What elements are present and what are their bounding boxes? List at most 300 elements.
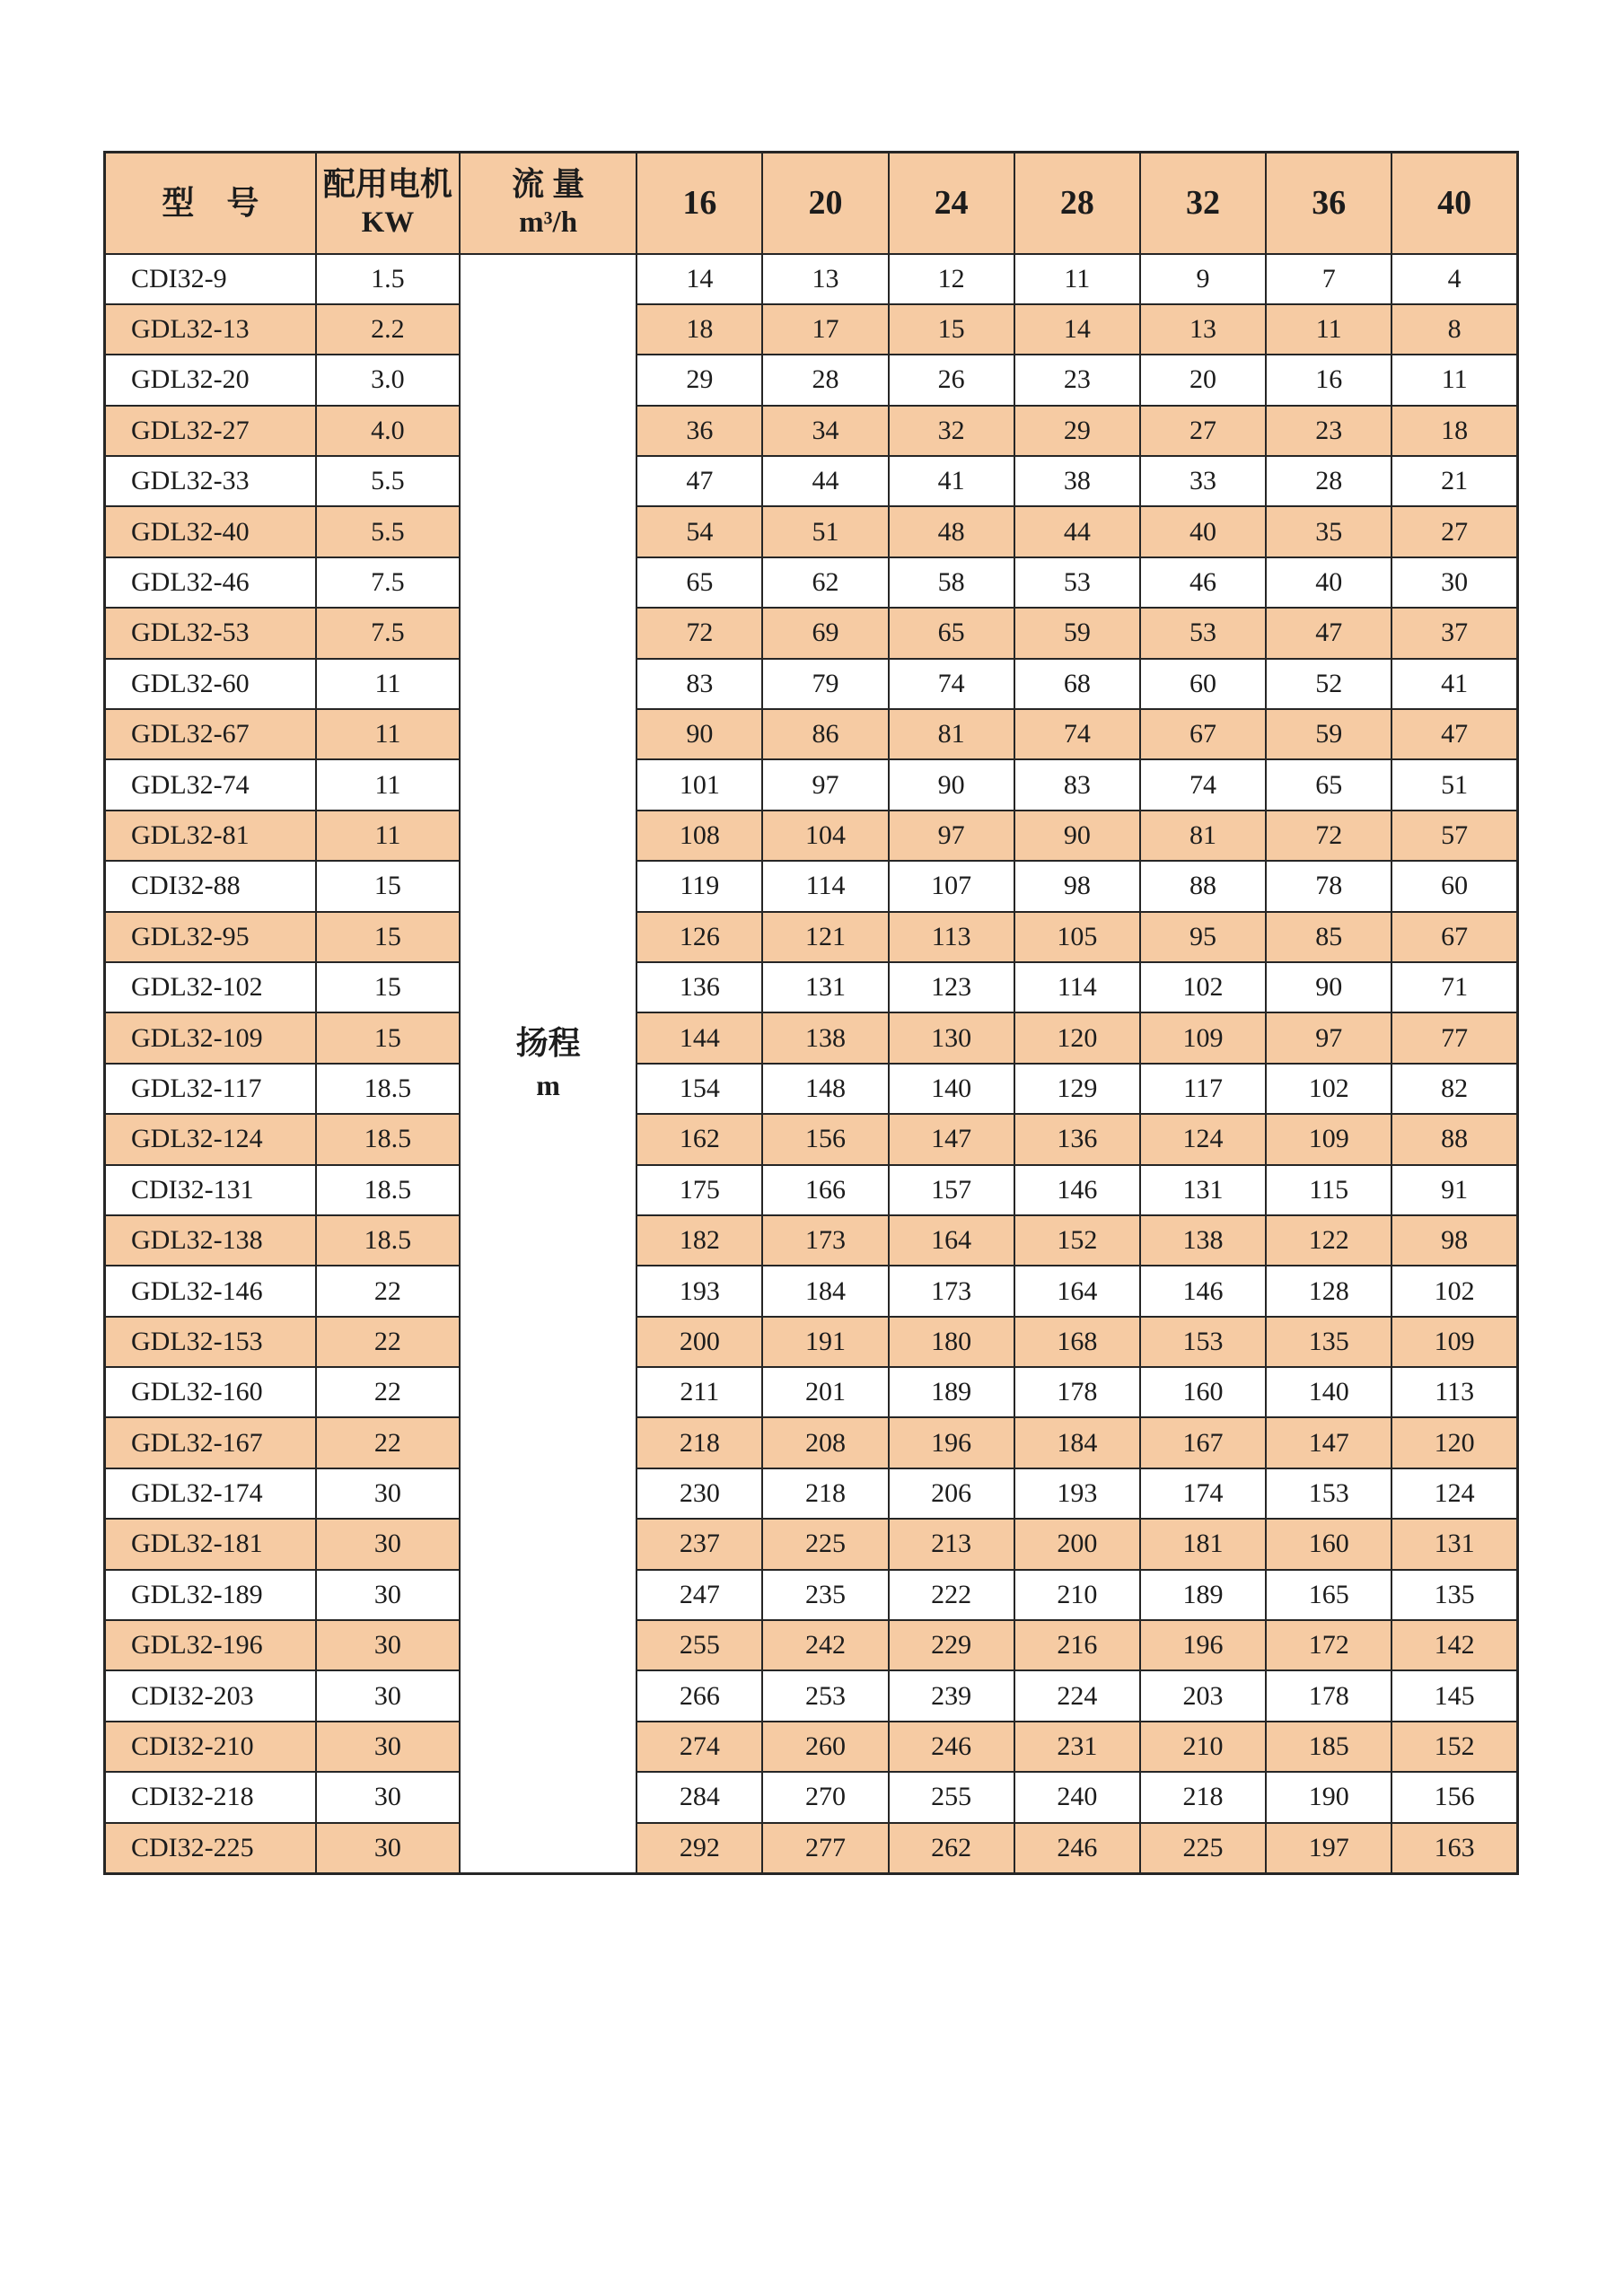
head-value-cell: 237	[636, 1519, 762, 1569]
head-value-cell: 60	[1140, 659, 1266, 709]
head-value-cell: 218	[1140, 1772, 1266, 1822]
flow-value-header: 28	[1014, 153, 1140, 254]
motor-kw-cell: 18.5	[316, 1114, 460, 1164]
head-value-cell: 71	[1391, 962, 1517, 1012]
head-value-cell: 69	[762, 608, 888, 658]
head-value-cell: 193	[636, 1266, 762, 1316]
head-value-cell: 17	[762, 304, 888, 355]
head-value-cell: 147	[1266, 1417, 1391, 1468]
model-cell: GDL32-40	[105, 506, 316, 556]
head-value-cell: 222	[889, 1570, 1014, 1620]
head-value-cell: 262	[889, 1823, 1014, 1873]
head-value-cell: 160	[1266, 1519, 1391, 1569]
head-value-cell: 157	[889, 1165, 1014, 1215]
head-value-cell: 68	[1014, 659, 1140, 709]
head-value-cell: 11	[1391, 355, 1517, 405]
head-value-cell: 138	[1140, 1215, 1266, 1266]
head-value-cell: 65	[889, 608, 1014, 658]
head-value-cell: 184	[762, 1266, 888, 1316]
head-value-cell: 65	[1266, 759, 1391, 810]
model-cell: GDL32-124	[105, 1114, 316, 1164]
motor-kw-cell: 22	[316, 1367, 460, 1417]
model-cell: GDL32-167	[105, 1417, 316, 1468]
head-value-cell: 90	[1266, 962, 1391, 1012]
head-value-cell: 153	[1266, 1468, 1391, 1519]
head-value-cell: 59	[1014, 608, 1140, 658]
head-value-cell: 208	[762, 1417, 888, 1468]
motor-kw-cell: 5.5	[316, 456, 460, 506]
head-value-cell: 32	[889, 406, 1014, 456]
head-value-cell: 175	[636, 1165, 762, 1215]
head-value-cell: 277	[762, 1823, 888, 1873]
model-cell: GDL32-46	[105, 557, 316, 608]
head-value-cell: 97	[1266, 1012, 1391, 1063]
head-value-cell: 203	[1140, 1670, 1266, 1721]
head-value-cell: 253	[762, 1670, 888, 1721]
head-value-cell: 211	[636, 1367, 762, 1417]
head-value-cell: 102	[1140, 962, 1266, 1012]
head-value-cell: 16	[1266, 355, 1391, 405]
head-value-cell: 146	[1014, 1165, 1140, 1215]
head-value-cell: 121	[762, 912, 888, 962]
motor-kw-cell: 7.5	[316, 608, 460, 658]
motor-kw-cell: 30	[316, 1722, 460, 1772]
head-value-cell: 13	[762, 254, 888, 304]
table-row	[105, 1570, 1518, 1620]
table-row	[105, 811, 1518, 861]
head-value-cell: 184	[1014, 1417, 1140, 1468]
head-value-cell: 181	[1140, 1519, 1266, 1569]
model-cell: CDI32-210	[105, 1722, 316, 1772]
table-row	[105, 709, 1518, 759]
head-value-cell: 52	[1266, 659, 1391, 709]
head-value-cell: 164	[1014, 1266, 1140, 1316]
head-value-cell: 114	[762, 861, 888, 911]
head-value-cell: 201	[762, 1367, 888, 1417]
table-row	[105, 1215, 1518, 1266]
head-value-cell: 120	[1391, 1417, 1517, 1468]
head-value-cell: 123	[889, 962, 1014, 1012]
head-value-cell: 144	[636, 1012, 762, 1063]
model-cell: CDI32-88	[105, 861, 316, 911]
model-cell: GDL32-181	[105, 1519, 316, 1569]
head-value-cell: 292	[636, 1823, 762, 1873]
motor-kw-cell: 2.2	[316, 304, 460, 355]
head-value-cell: 114	[1014, 962, 1140, 1012]
table-row	[105, 861, 1518, 911]
head-value-cell: 27	[1140, 406, 1266, 456]
head-value-cell: 8	[1391, 304, 1517, 355]
motor-header-line2: KW	[361, 206, 415, 240]
head-value-cell: 30	[1391, 557, 1517, 608]
motor-kw-cell: 30	[316, 1823, 460, 1873]
motor-kw-cell: 30	[316, 1620, 460, 1670]
head-value-cell: 74	[889, 659, 1014, 709]
head-value-cell: 117	[1140, 1064, 1266, 1114]
table-row	[105, 557, 1518, 608]
head-value-cell: 88	[1140, 861, 1266, 911]
head-value-cell: 172	[1266, 1620, 1391, 1670]
head-value-cell: 104	[762, 811, 888, 861]
head-value-cell: 168	[1014, 1317, 1140, 1367]
head-value-cell: 131	[1391, 1519, 1517, 1569]
head-value-cell: 54	[636, 506, 762, 556]
head-value-cell: 67	[1140, 709, 1266, 759]
head-value-cell: 124	[1391, 1468, 1517, 1519]
motor-kw-cell: 7.5	[316, 557, 460, 608]
head-value-cell: 225	[762, 1519, 888, 1569]
head-value-cell: 131	[762, 962, 888, 1012]
table-row	[105, 1064, 1518, 1114]
table-row	[105, 1772, 1518, 1822]
head-value-cell: 146	[1140, 1266, 1266, 1316]
head-value-cell: 33	[1140, 456, 1266, 506]
head-value-cell: 90	[636, 709, 762, 759]
table-row	[105, 1317, 1518, 1367]
head-value-cell: 210	[1140, 1722, 1266, 1772]
head-value-cell: 156	[1391, 1772, 1517, 1822]
model-cell: GDL32-53	[105, 608, 316, 658]
model-cell: CDI32-225	[105, 1823, 316, 1873]
head-value-cell: 156	[762, 1114, 888, 1164]
head-value-cell: 178	[1014, 1367, 1140, 1417]
head-value-cell: 142	[1391, 1620, 1517, 1670]
head-value-cell: 164	[889, 1215, 1014, 1266]
motor-kw-cell: 15	[316, 1012, 460, 1063]
table-row	[105, 1012, 1518, 1063]
head-value-cell: 115	[1266, 1165, 1391, 1215]
model-cell: GDL32-138	[105, 1215, 316, 1266]
head-value-cell: 86	[762, 709, 888, 759]
head-value-cell: 53	[1014, 557, 1140, 608]
motor-header-line1: 配用电机	[322, 166, 452, 203]
head-value-cell: 218	[762, 1468, 888, 1519]
head-value-cell: 105	[1014, 912, 1140, 962]
head-value-cell: 77	[1391, 1012, 1517, 1063]
head-value-cell: 113	[889, 912, 1014, 962]
motor-kw-cell: 30	[316, 1772, 460, 1822]
flow-value-header: 24	[889, 153, 1014, 254]
head-value-cell: 14	[1014, 304, 1140, 355]
head-value-cell: 88	[1391, 1114, 1517, 1164]
motor-kw-cell: 11	[316, 709, 460, 759]
head-value-cell: 44	[762, 456, 888, 506]
motor-kw-cell: 5.5	[316, 506, 460, 556]
head-value-cell: 44	[1014, 506, 1140, 556]
table-row	[105, 1519, 1518, 1569]
head-value-cell: 41	[1391, 659, 1517, 709]
flow-value-header: 36	[1266, 153, 1391, 254]
head-value-cell: 28	[1266, 456, 1391, 506]
head-value-cell: 74	[1140, 759, 1266, 810]
head-value-cell: 35	[1266, 506, 1391, 556]
table-body	[105, 254, 1518, 1874]
head-value-cell: 23	[1266, 406, 1391, 456]
head-value-cell: 247	[636, 1570, 762, 1620]
head-value-cell: 65	[636, 557, 762, 608]
head-value-cell: 81	[889, 709, 1014, 759]
head-unit: m	[536, 1069, 560, 1102]
head-value-cell: 178	[1266, 1670, 1391, 1721]
head-value-cell: 98	[1014, 861, 1140, 911]
table-row	[105, 456, 1518, 506]
head-value-cell: 173	[889, 1266, 1014, 1316]
model-cell: GDL32-27	[105, 406, 316, 456]
table-row	[105, 355, 1518, 405]
head-value-cell: 124	[1140, 1114, 1266, 1164]
head-value-cell: 47	[1266, 608, 1391, 658]
head-value-cell: 102	[1266, 1064, 1391, 1114]
model-cell: GDL32-189	[105, 1570, 316, 1620]
table-row	[105, 1417, 1518, 1468]
head-value-cell: 153	[1140, 1317, 1266, 1367]
model-cell: GDL32-95	[105, 912, 316, 962]
head-value-cell: 185	[1266, 1722, 1391, 1772]
head-value-cell: 47	[1391, 709, 1517, 759]
head-value-cell: 51	[1391, 759, 1517, 810]
table-row	[105, 1620, 1518, 1670]
motor-kw-cell: 11	[316, 811, 460, 861]
head-value-cell: 90	[889, 759, 1014, 810]
model-cell: GDL32-67	[105, 709, 316, 759]
head-value-cell: 108	[636, 811, 762, 861]
head-value-cell: 11	[1014, 254, 1140, 304]
head-value-cell: 109	[1266, 1114, 1391, 1164]
head-value-cell: 284	[636, 1772, 762, 1822]
head-value-cell: 270	[762, 1772, 888, 1822]
head-value-cell: 129	[1014, 1064, 1140, 1114]
motor-kw-cell: 18.5	[316, 1215, 460, 1266]
head-value-cell: 122	[1266, 1215, 1391, 1266]
table-row	[105, 406, 1518, 456]
motor-kw-cell: 30	[316, 1519, 460, 1569]
head-value-cell: 240	[1014, 1772, 1140, 1822]
model-cell: CDI32-9	[105, 254, 316, 304]
table-row	[105, 608, 1518, 658]
head-value-cell: 200	[1014, 1519, 1140, 1569]
flow-value-header: 16	[636, 153, 762, 254]
table-row	[105, 304, 1518, 355]
head-value-cell: 107	[889, 861, 1014, 911]
head-value-cell: 152	[1391, 1722, 1517, 1772]
head-value-cell: 140	[889, 1064, 1014, 1114]
head-value-cell: 182	[636, 1215, 762, 1266]
head-value-cell: 229	[889, 1620, 1014, 1670]
motor-kw-cell: 18.5	[316, 1064, 460, 1114]
head-value-cell: 197	[1266, 1823, 1391, 1873]
head-value-cell: 130	[889, 1012, 1014, 1063]
head-value-cell: 36	[636, 406, 762, 456]
table-row	[105, 759, 1518, 810]
head-value-cell: 196	[1140, 1620, 1266, 1670]
head-value-cell: 235	[762, 1570, 888, 1620]
head-value-cell: 255	[636, 1620, 762, 1670]
head-value-cell: 152	[1014, 1215, 1140, 1266]
model-cell: CDI32-203	[105, 1670, 316, 1721]
head-value-cell: 46	[1140, 557, 1266, 608]
head-value-cell: 255	[889, 1772, 1014, 1822]
head-value-cell: 274	[636, 1722, 762, 1772]
model-cell: GDL32-196	[105, 1620, 316, 1670]
table-row	[105, 254, 1518, 304]
motor-kw-cell: 3.0	[316, 355, 460, 405]
head-value-cell: 98	[1391, 1215, 1517, 1266]
head-value-cell: 154	[636, 1064, 762, 1114]
head-value-cell: 41	[889, 456, 1014, 506]
head-value-cell: 109	[1140, 1012, 1266, 1063]
head-value-cell: 145	[1391, 1670, 1517, 1721]
head-value-cell: 260	[762, 1722, 888, 1772]
head-value-cell: 189	[889, 1367, 1014, 1417]
head-value-cell: 90	[1014, 811, 1140, 861]
model-column-header	[105, 153, 316, 254]
head-value-cell: 148	[762, 1064, 888, 1114]
model-cell: CDI32-131	[105, 1165, 316, 1215]
head-value-cell: 97	[762, 759, 888, 810]
head-value-cell: 29	[636, 355, 762, 405]
model-cell: GDL32-153	[105, 1317, 316, 1367]
table-row	[105, 1823, 1518, 1873]
head-value-cell: 138	[762, 1012, 888, 1063]
head-value-cell: 81	[1140, 811, 1266, 861]
model-cell: GDL32-20	[105, 355, 316, 405]
head-value-cell: 4	[1391, 254, 1517, 304]
head-value-cell: 91	[1391, 1165, 1517, 1215]
head-value-cell: 113	[1391, 1367, 1517, 1417]
table-row	[105, 912, 1518, 962]
head-value-cell: 246	[889, 1722, 1014, 1772]
head-value-cell: 82	[1391, 1064, 1517, 1114]
head-value-cell: 60	[1391, 861, 1517, 911]
model-cell: GDL32-81	[105, 811, 316, 861]
head-value-cell: 231	[1014, 1722, 1140, 1772]
head-value-cell: 206	[889, 1468, 1014, 1519]
motor-kw-cell: 22	[316, 1417, 460, 1468]
head-value-cell: 40	[1266, 557, 1391, 608]
head-value-cell: 102	[1391, 1266, 1517, 1316]
head-value-cell: 224	[1014, 1670, 1140, 1721]
pump-spec-table	[103, 151, 1519, 1875]
head-value-cell: 23	[1014, 355, 1140, 405]
head-value-cell: 97	[889, 811, 1014, 861]
motor-kw-cell: 22	[316, 1317, 460, 1367]
head-value-cell: 78	[1266, 861, 1391, 911]
head-value-cell: 173	[762, 1215, 888, 1266]
head-value-cell: 246	[1014, 1823, 1140, 1873]
head-value-cell: 242	[762, 1620, 888, 1670]
head-value-cell: 239	[889, 1670, 1014, 1721]
head-value-cell: 28	[762, 355, 888, 405]
table-row	[105, 1165, 1518, 1215]
table-row	[105, 1468, 1518, 1519]
motor-kw-cell: 15	[316, 962, 460, 1012]
head-value-cell: 190	[1266, 1772, 1391, 1822]
head-value-cell: 180	[889, 1317, 1014, 1367]
head-value-cell: 29	[1014, 406, 1140, 456]
flow-column-header	[460, 153, 636, 254]
motor-kw-cell: 15	[316, 912, 460, 962]
table-row	[105, 962, 1518, 1012]
head-value-cell: 58	[889, 557, 1014, 608]
model-cell: CDI32-218	[105, 1772, 316, 1822]
head-value-cell: 72	[1266, 811, 1391, 861]
model-cell: GDL32-33	[105, 456, 316, 506]
table-row	[105, 1114, 1518, 1164]
head-value-cell: 162	[636, 1114, 762, 1164]
motor-kw-cell: 11	[316, 659, 460, 709]
motor-kw-cell: 18.5	[316, 1165, 460, 1215]
table-row	[105, 1367, 1518, 1417]
head-value-cell: 218	[636, 1417, 762, 1468]
head-value-cell: 191	[762, 1317, 888, 1367]
head-value-cell: 9	[1140, 254, 1266, 304]
head-value-cell: 189	[1140, 1570, 1266, 1620]
motor-kw-cell: 30	[316, 1468, 460, 1519]
model-column-header-label: 型 号	[162, 184, 259, 221]
head-value-cell: 174	[1140, 1468, 1266, 1519]
head-value-cell: 14	[636, 254, 762, 304]
head-value-cell: 160	[1140, 1367, 1266, 1417]
head-value-cell: 57	[1391, 811, 1517, 861]
head-value-cell: 95	[1140, 912, 1266, 962]
head-value-cell: 128	[1266, 1266, 1391, 1316]
model-cell: GDL32-117	[105, 1064, 316, 1114]
model-cell: GDL32-146	[105, 1266, 316, 1316]
table-row	[105, 659, 1518, 709]
head-value-cell: 210	[1014, 1570, 1140, 1620]
head-value-cell: 83	[1014, 759, 1140, 810]
model-cell: GDL32-174	[105, 1468, 316, 1519]
head-value-cell: 27	[1391, 506, 1517, 556]
head-value-cell: 72	[636, 608, 762, 658]
head-value-cell: 18	[636, 304, 762, 355]
motor-kw-cell: 22	[316, 1266, 460, 1316]
head-value-cell: 140	[1266, 1367, 1391, 1417]
head-value-cell: 79	[762, 659, 888, 709]
head-value-cell: 15	[889, 304, 1014, 355]
head-value-cell: 200	[636, 1317, 762, 1367]
table-row	[105, 1670, 1518, 1721]
head-label: 扬程	[515, 1024, 581, 1061]
head-value-cell: 135	[1391, 1570, 1517, 1620]
head-value-cell: 59	[1266, 709, 1391, 759]
model-cell: GDL32-74	[105, 759, 316, 810]
flow-value-header: 40	[1391, 153, 1517, 254]
head-value-cell: 101	[636, 759, 762, 810]
motor-kw-cell: 30	[316, 1670, 460, 1721]
head-value-cell: 135	[1266, 1317, 1391, 1367]
head-value-cell: 83	[636, 659, 762, 709]
head-value-cell: 167	[1140, 1417, 1266, 1468]
head-value-cell: 230	[636, 1468, 762, 1519]
flow-header-line2: m³/h	[519, 206, 578, 240]
head-value-cell: 21	[1391, 456, 1517, 506]
flow-value-header: 32	[1140, 153, 1266, 254]
model-cell: GDL32-109	[105, 1012, 316, 1063]
head-value-cell: 40	[1140, 506, 1266, 556]
head-value-cell: 109	[1391, 1317, 1517, 1367]
head-value-cell: 120	[1014, 1012, 1140, 1063]
head-value-cell: 13	[1140, 304, 1266, 355]
head-value-cell: 196	[889, 1417, 1014, 1468]
model-cell: GDL32-60	[105, 659, 316, 709]
table-row	[105, 1722, 1518, 1772]
head-value-cell: 166	[762, 1165, 888, 1215]
head-unit-merged-cell	[460, 254, 636, 1874]
table-row	[105, 506, 1518, 556]
head-value-cell: 85	[1266, 912, 1391, 962]
head-value-cell: 26	[889, 355, 1014, 405]
